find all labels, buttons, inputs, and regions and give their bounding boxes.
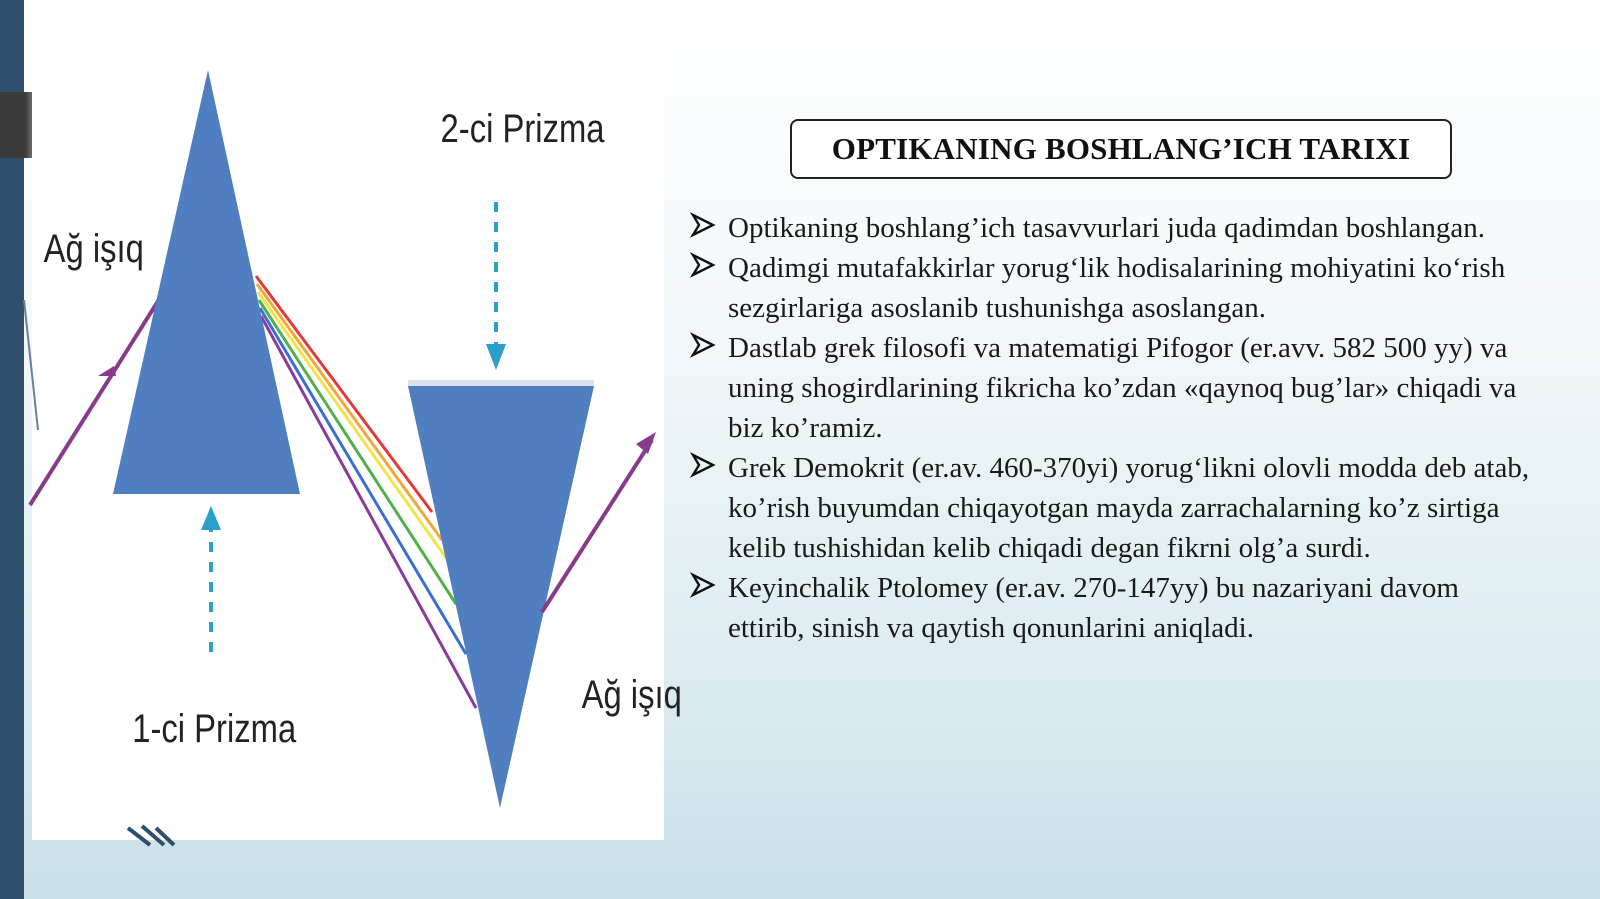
arrowhead-bullet-icon [690,212,716,238]
prism-2-top-edge [408,380,594,386]
arrowhead-bullet-icon [690,332,716,358]
list-item [690,208,1540,248]
list-item [690,248,1540,328]
label-prism-2: 2-ci Prizma [440,105,605,151]
label-white-light-out: Ağ işıq [581,671,682,717]
bullet-text: Keyinchalik Ptolomey (er.av. 270-147yy) bu nazariyani davom ettirib, sinish va qaytish qonunlarini aniqladi. [728,572,1459,644]
label-prism-1: 1-ci Prizma [132,705,297,751]
bullet-list [690,208,1540,648]
arrowhead-bullet-icon [690,572,716,598]
bullet-text: Qadimgi mutafakkirlar yorug‘lik hodisalarining mohiyatini ko‘rish sezgirlariga asoslanib tushunishga asoslangan. [728,252,1506,324]
prism-diagram [24,0,682,845]
list-item [690,448,1540,568]
list-item [690,328,1540,448]
bullet-text: Dastlab grek filosofi va matematigi Pifogor (er.avv. 582 500 yy) va uning shogirdlarining fikricha ko’zdan «qaynoq bug’lar» chiqadi va biz ko’ramiz. [728,332,1517,444]
slide-title: OPTIKANING BOSHLANG’ICH TARIXI [831,131,1411,166]
slide-title-box [790,119,1452,179]
arrowhead-bullet-icon [690,252,716,278]
arrowhead-bullet-icon [690,452,716,478]
bullet-text: Grek Demokrit (er.av. 460-370yi) yorug‘likni olovli modda deb atab, ko’rish buyumdan chiqayotgan mayda zarrachalarning ko’z sirtiga kelib tushishidan kelib chiqadi degan fikrni olg’a surdi. [728,452,1530,564]
label-white-light-in: Ağ işıq [43,225,144,271]
bullet-text: Optikaning boshlang’ich tasavvurlari juda qadimdan boshlangan. [728,212,1486,244]
list-item [690,568,1540,648]
